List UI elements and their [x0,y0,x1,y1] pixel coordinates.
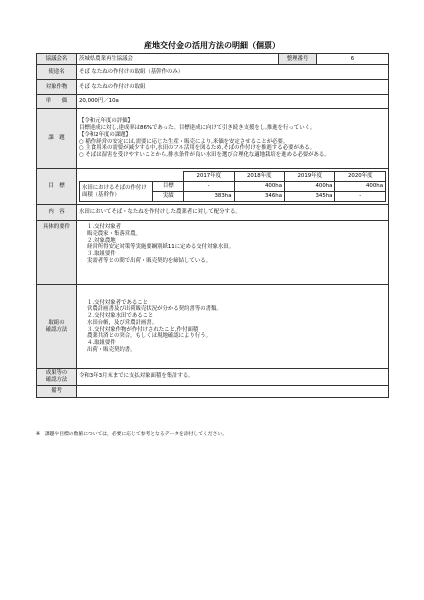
goal-year: 2020年度 [335,172,386,182]
goal-year: 2017年度 [184,172,234,182]
content-value: 水田においてそば・なたねを作付けした農業者に対して配分する。 [77,205,389,221]
result-value: 令和3年3月末までに支払対象面積を集計する。 [77,369,389,386]
crop-value: そば なたねの作付けの取組 [77,80,389,95]
result-label: 成果等の 確認方法 [37,369,77,386]
goal-target: 400ha [285,182,335,192]
goal-year: 2019年度 [285,172,335,182]
goal-year: 2018年度 [234,172,284,182]
goal-label: 目 標 [37,169,77,205]
issue-label: 課 題 [37,109,77,169]
goal-actual: 345ha [285,192,335,202]
footnote: ※ 課題や目標の数値については，必要に応じて参考となるデータを添付してください。 [36,432,228,437]
goal-target-label: 目標 [153,182,184,192]
goal-actual: 383ha [184,192,234,202]
goal-desc: 水田におけるそばの作付け面積（基幹作） [80,182,153,202]
remarks-label: 備考 [37,385,77,397]
goal-table [79,171,386,202]
remarks-value [77,385,389,397]
purpose-label: 使途名 [37,65,77,80]
goal-target: 400ha [234,182,284,192]
content-label: 内 容 [37,205,77,221]
council-value: 茨城県農業再生協議会 [77,54,279,65]
ref-label: 整理番号 [279,54,317,65]
requirements-label: 具体的要件 [37,221,77,285]
unit-price-label: 単 価 [37,95,77,109]
requirements-value: １.交付対象者 販売農家・集落営農。 ２.対象農地 経営所得安定対策等実施要綱別紙11に定める交付対象水田。 ３.取組要件 実需者等との間で出荷・販売契約を締結している。 [77,221,389,285]
confirm-value: １.交付対象者であること 営農計画書及び出荷販売状況が分かる契約書等の書類。 ２.交付対象水田であること 水田台帳，及び営農計画書。 ３.交付対象作物が作付けされたこと,作付面積 農業共済との突合，もしくは現地確認により行う。 ４.取組要件 出荷・販売契約書。 [77,285,389,369]
goal-target: 400ha [335,182,386,192]
issue-value: 【令和元年度の評価】 目標達成に対し,達成率は86%であった。目標達成に向けて引き続き支援をし,推進を行っていく。 【令和2年度の課題】 ○ 稲作経営の安定には,需要に応じた生産・販売により,米価を安定させることが必要。 ○ 主食用米の需要が減少する中,水田のフル活用を図るため,そばの作付けを推進する必要がある。 ○ そばは湿害を受けやすいことから,排水条件が良い水田を選び合理化な適地栽培を進める必要がある。 [77,109,389,169]
unit-price-value: 20,000円／10a [77,95,389,109]
goal-actual: - [335,192,386,202]
council-label: 協議会名 [37,54,77,65]
detail-table [36,53,389,398]
ref-value: 6 [317,54,389,65]
goal-actual: 346ha [234,192,284,202]
purpose-value: そば なたねの作付けの取組（基幹作のみ） [77,65,389,80]
page-title: 産地交付金の活用方法の明細（個票） [144,41,280,50]
goal-actual-label: 実績 [153,192,184,202]
confirm-label: 取組の 確認方法 [37,285,77,369]
crop-label: 対象作物 [37,80,77,95]
goal-target: - [184,182,234,192]
